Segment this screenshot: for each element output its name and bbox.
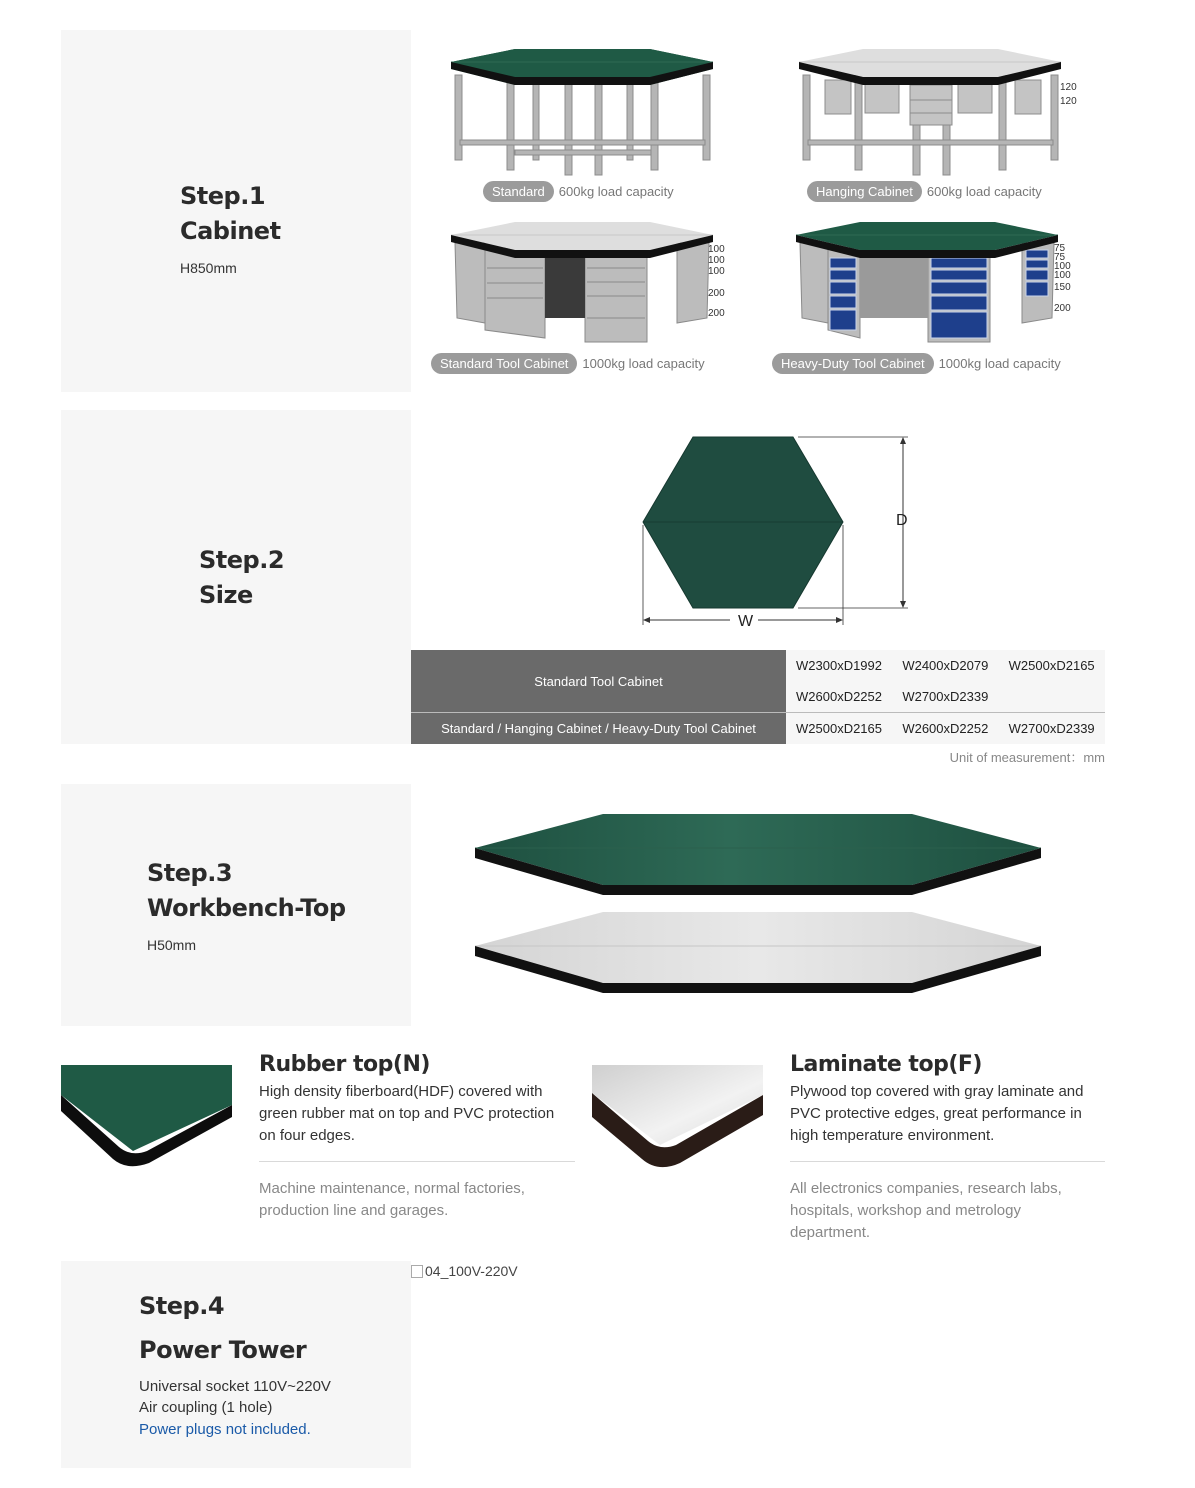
std-tool-dim-4: 200 bbox=[708, 288, 725, 299]
step1-height: H850mm bbox=[180, 260, 237, 276]
width-label: W bbox=[738, 613, 754, 630]
table-cell: W2700xD2339 bbox=[999, 713, 1105, 745]
hanging-dim-2: 120 bbox=[1060, 96, 1077, 107]
rubber-top-desc: High density fiberboard(HDF) covered with green rubber mat on top and PVC protection on four edges. bbox=[259, 1083, 555, 1144]
step4-socket-line: Universal socket 110V~220V bbox=[139, 1378, 331, 1395]
table-row bbox=[411, 650, 1105, 681]
step3-number: Step.3 bbox=[147, 859, 233, 887]
depth-label: D bbox=[896, 512, 908, 529]
table-cell: W2300xD1992 bbox=[786, 650, 892, 681]
std-tool-label: Standard Tool Cabinet bbox=[431, 353, 577, 374]
rubber-divider bbox=[259, 1161, 575, 1162]
rubber-top-slab-image bbox=[470, 810, 1050, 900]
heavy-caption bbox=[772, 353, 1061, 374]
standard-tool-cabinet-image bbox=[445, 218, 720, 348]
step4-note: Power plugs not included. bbox=[139, 1421, 311, 1438]
table-header-standard-tool: Standard Tool Cabinet bbox=[411, 650, 786, 713]
step1-title: Cabinet bbox=[180, 217, 281, 245]
heavy-dim-1: 75 bbox=[1054, 243, 1066, 254]
standard-label: Standard bbox=[483, 181, 554, 202]
step4-title: Power Tower bbox=[139, 1336, 307, 1364]
rubber-top-title: Rubber top(N) bbox=[259, 1052, 430, 1077]
heavy-duty-tool-cabinet-image bbox=[790, 218, 1065, 348]
laminate-top-desc: Plywood top covered with gray laminate and PVC protective edges, great performance in high temperature environment. bbox=[790, 1083, 1084, 1144]
table-cell: W2600xD2252 bbox=[786, 681, 892, 713]
heavy-label: Heavy-Duty Tool Cabinet bbox=[772, 353, 934, 374]
step4-air-line: Air coupling (1 hole) bbox=[139, 1399, 273, 1416]
step4-number: Step.4 bbox=[139, 1292, 225, 1320]
table-cell: W2700xD2339 bbox=[892, 681, 998, 713]
hanging-load: 600kg load capacity bbox=[926, 184, 1042, 199]
table-cell bbox=[999, 681, 1105, 713]
std-tool-load: 1000kg load capacity bbox=[582, 356, 705, 371]
step1-panel bbox=[61, 30, 411, 392]
standard-load: 600kg load capacity bbox=[558, 184, 674, 199]
table-cell: W2400xD2079 bbox=[892, 650, 998, 681]
heavy-dim-3: 100 bbox=[1054, 261, 1071, 272]
hanging-label: Hanging Cabinet bbox=[807, 181, 922, 202]
table-header-all-cabinets: Standard / Hanging Cabinet / Heavy-Duty Tool Cabinet bbox=[411, 713, 786, 745]
table-row bbox=[411, 713, 1105, 745]
table-cell: W2500xD2165 bbox=[786, 713, 892, 745]
laminate-top-applications: All electronics companies, research labs, hospitals, workshop and metrology department. bbox=[790, 1180, 1062, 1241]
std-tool-caption bbox=[431, 353, 705, 374]
laminate-top-title: Laminate top(F) bbox=[790, 1052, 982, 1077]
step1-number: Step.1 bbox=[180, 182, 266, 210]
step2-panel bbox=[61, 410, 411, 744]
std-tool-dim-2: 100 bbox=[708, 255, 725, 266]
heavy-dim-4: 100 bbox=[1054, 270, 1071, 281]
standard-caption bbox=[483, 181, 674, 202]
std-tool-dim-3: 100 bbox=[708, 266, 725, 277]
step2-title: Size bbox=[199, 581, 253, 609]
heavy-dim-5: 150 bbox=[1054, 282, 1071, 293]
heavy-dim-6: 200 bbox=[1054, 303, 1071, 314]
rubber-top-applications: Machine maintenance, normal factories, production line and garages. bbox=[259, 1180, 525, 1219]
std-tool-dim-5: 200 bbox=[708, 308, 725, 319]
table-cell: W2500xD2165 bbox=[999, 650, 1105, 681]
step3-height: H50mm bbox=[147, 937, 197, 953]
unit-note: Unit of measurement：mm bbox=[949, 750, 1105, 765]
std-tool-dim-1: 100 bbox=[708, 244, 725, 255]
hanging-cabinet-workbench-image bbox=[793, 45, 1068, 180]
standard-workbench-image bbox=[445, 45, 720, 180]
power-tower-image-placeholder bbox=[411, 1263, 518, 1279]
power-tower-image-alt: 04_100V-220V bbox=[425, 1263, 518, 1279]
table-cell: W2600xD2252 bbox=[892, 713, 998, 745]
hanging-caption bbox=[807, 181, 1042, 202]
rubber-edge-closeup-image bbox=[61, 1065, 232, 1175]
broken-image-icon bbox=[411, 1265, 423, 1278]
laminate-edge-closeup-image bbox=[592, 1065, 763, 1175]
laminate-top-slab-image bbox=[470, 908, 1050, 998]
heavy-load: 1000kg load capacity bbox=[938, 356, 1061, 371]
hanging-dim-1: 120 bbox=[1060, 82, 1077, 93]
hexagon-size-diagram bbox=[630, 430, 930, 635]
heavy-dim-2: 75 bbox=[1054, 252, 1066, 263]
size-table bbox=[411, 650, 1105, 744]
step3-title: Workbench-Top bbox=[147, 894, 346, 922]
step2-number: Step.2 bbox=[199, 546, 285, 574]
laminate-divider bbox=[790, 1161, 1105, 1162]
